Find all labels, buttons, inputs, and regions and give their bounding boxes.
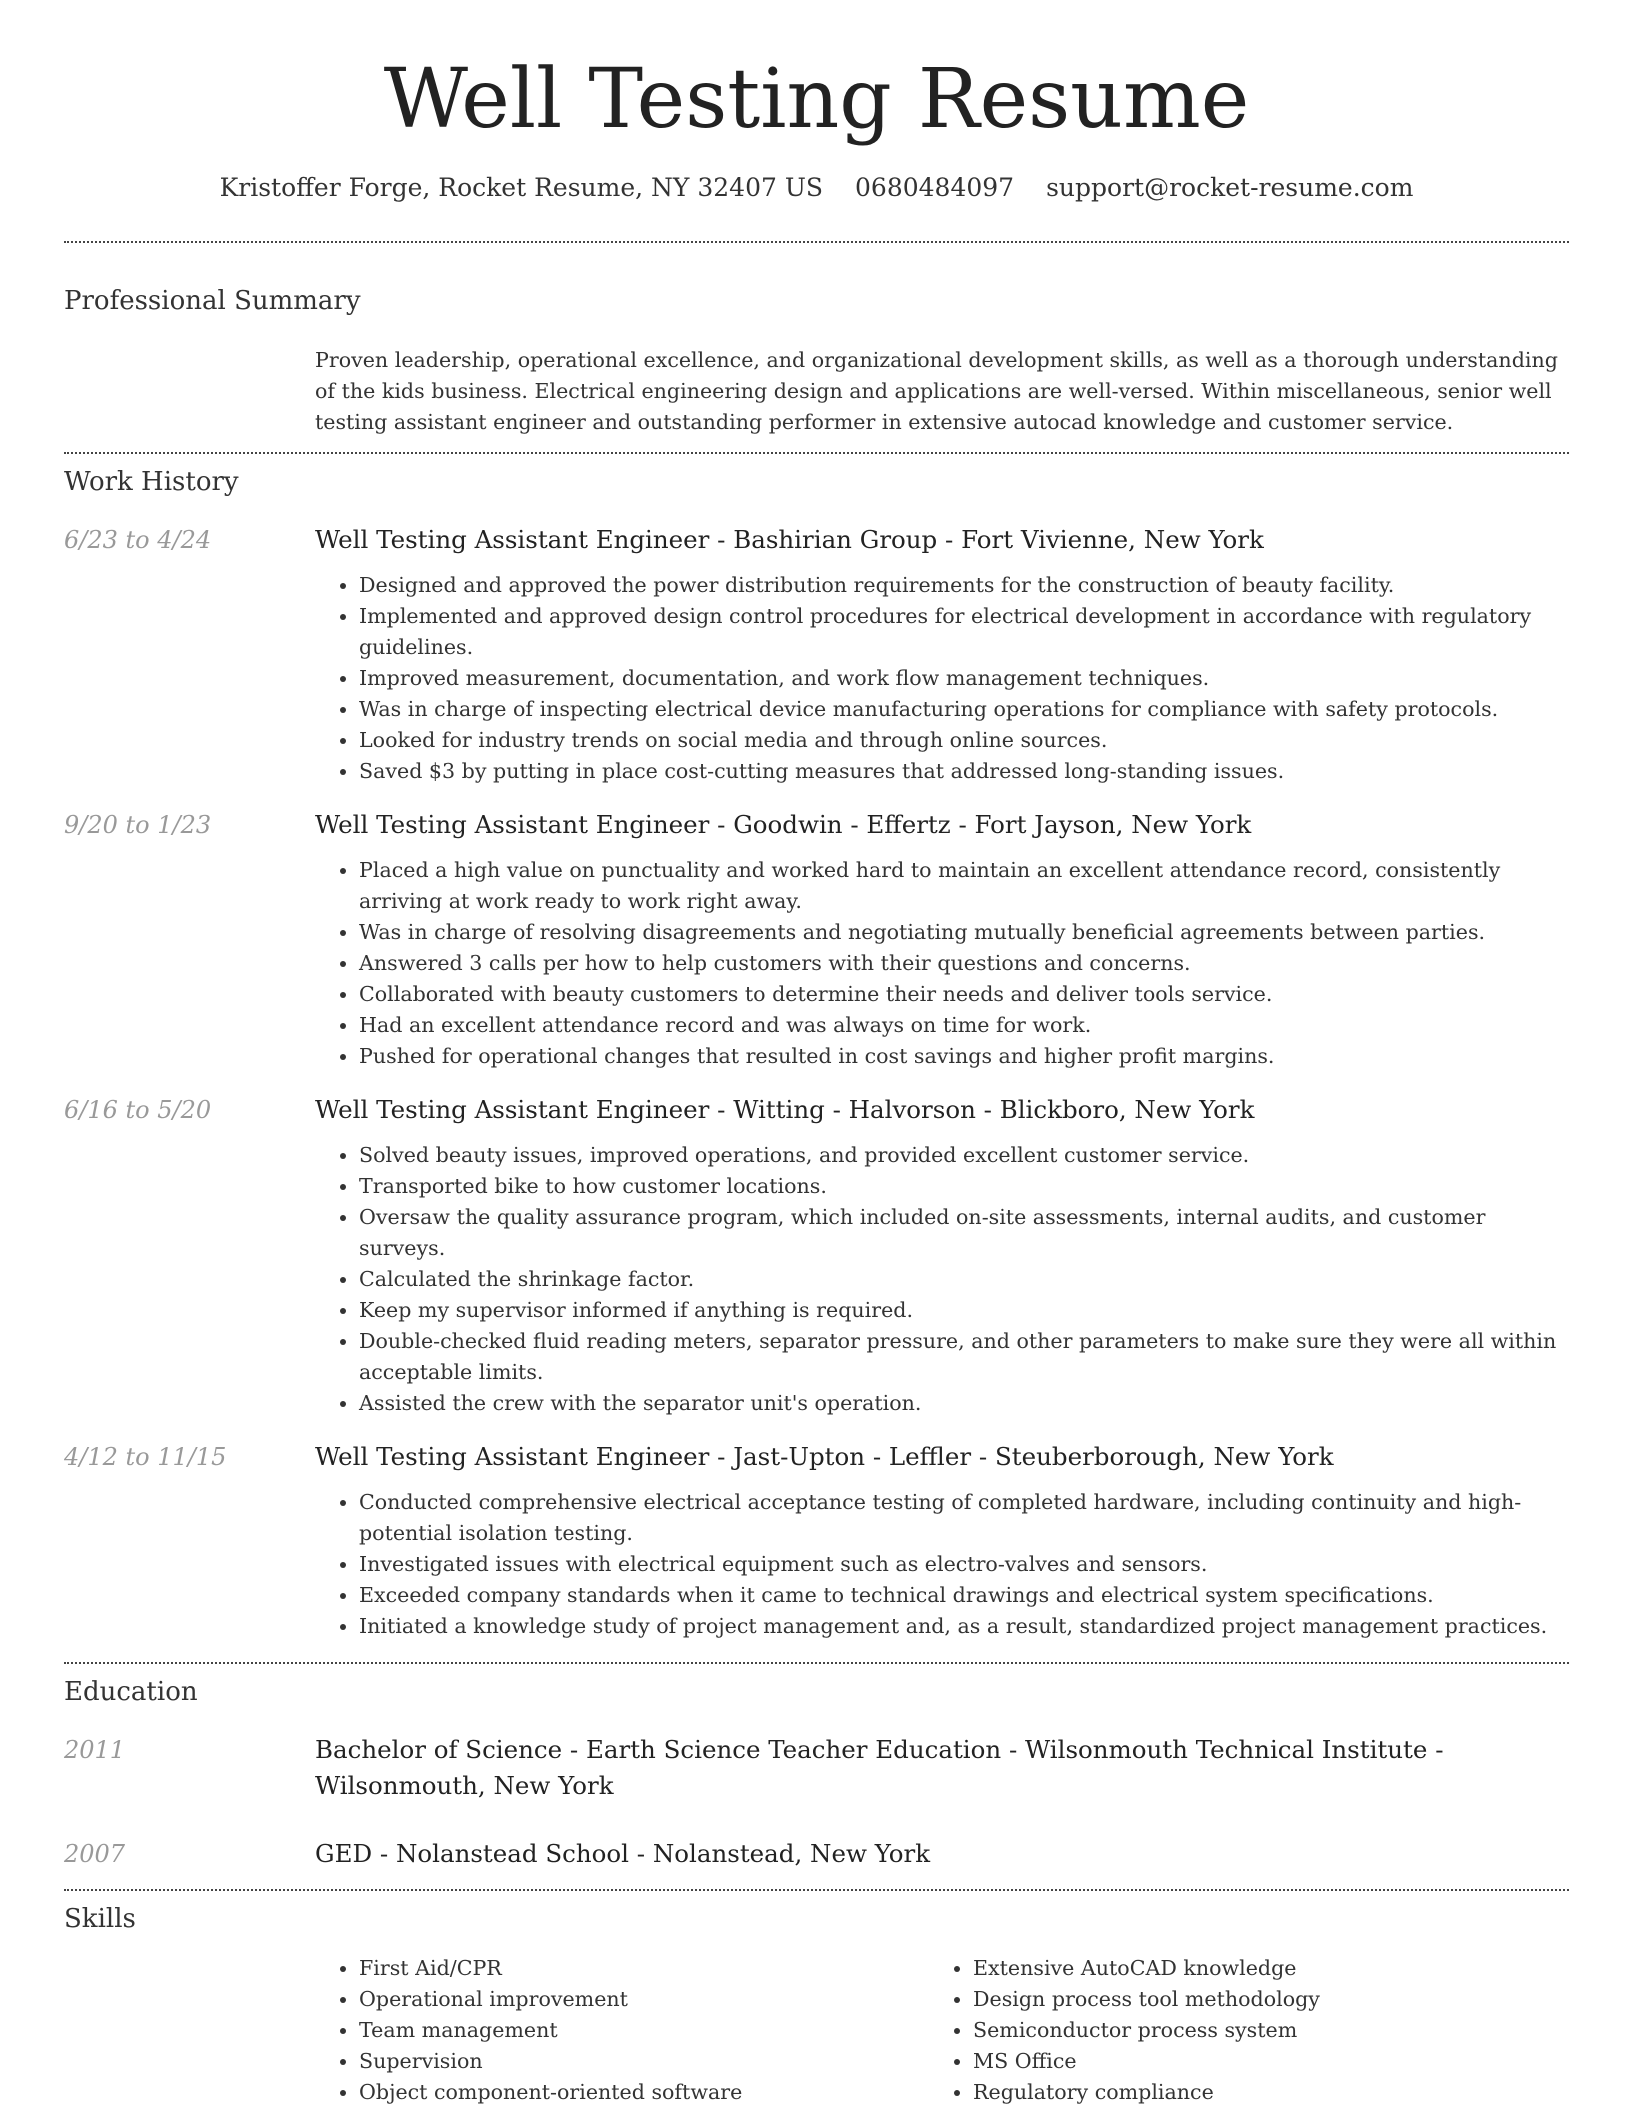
contact-phone: 0680484097 bbox=[855, 173, 1015, 202]
skill-item: • Design process tool methodology bbox=[973, 1984, 1543, 2015]
work-entry bbox=[64, 807, 1569, 1072]
work-bullet: • Calculated the shrinkage factor. bbox=[359, 1264, 1569, 1295]
work-bullet: • Implemented and approved design control procedures for electrical development in accordance with regulatory guidelines. bbox=[359, 601, 1569, 663]
work-date: 6/16 to 5/20 bbox=[64, 1096, 212, 1124]
skill-item: • Object component-oriented software bbox=[359, 2077, 929, 2108]
work-bullets bbox=[315, 1487, 1569, 1642]
work-bullet: • Double-checked fluid reading meters, separator pressure, and other parameters to make sure they were all within acceptable limits. bbox=[359, 1326, 1569, 1388]
work-bullets bbox=[315, 570, 1569, 787]
summary-section bbox=[64, 283, 1569, 438]
education-heading-text: Bachelor of Science - Earth Science Teacher Education - Wilsonmouth Technical Institute - Wilsonmouth, New York bbox=[315, 1735, 1444, 1800]
summary-heading: Professional Summary bbox=[64, 286, 361, 316]
divider bbox=[64, 1889, 1569, 1891]
work-date: 4/12 to 11/15 bbox=[64, 1443, 227, 1471]
work-bullet: • Exceeded company standards when it came to technical drawings and electrical system specifications. bbox=[359, 1580, 1569, 1611]
work-date: 6/23 to 4/24 bbox=[64, 526, 212, 554]
work-bullet: • Solved beauty issues, improved operations, and provided excellent customer service. bbox=[359, 1140, 1569, 1171]
education-date: 2011 bbox=[64, 1736, 126, 1764]
skill-item: • Extensive AutoCAD knowledge bbox=[973, 1953, 1543, 1984]
skills-grid bbox=[315, 1953, 1569, 2108]
work-heading: Well Testing Assistant Engineer - Witting - Halvorson - Blickboro, New York bbox=[315, 1095, 1255, 1124]
skill-item: • MS Office bbox=[973, 2046, 1543, 2077]
skills-section bbox=[64, 1901, 1569, 2108]
contact-line bbox=[64, 168, 1569, 208]
education-date: 2007 bbox=[64, 1840, 126, 1868]
work-heading: Well Testing Assistant Engineer - Jast-Upton - Leffler - Steuberborough, New York bbox=[315, 1442, 1334, 1471]
work-bullets bbox=[315, 1140, 1569, 1419]
work-bullet: • Looked for industry trends on social media and through online sources. bbox=[359, 725, 1569, 756]
work-bullet: • Was in charge of resolving disagreements and negotiating mutually beneficial agreements between parties. bbox=[359, 917, 1569, 948]
work-bullet: • Improved measurement, documentation, and work flow management techniques. bbox=[359, 663, 1569, 694]
work-entry bbox=[64, 522, 1569, 787]
contact-email[interactable]: support@rocket-resume.com bbox=[1046, 173, 1414, 202]
work-entry bbox=[64, 1439, 1569, 1642]
skill-item: • Regulatory compliance bbox=[973, 2077, 1543, 2108]
work-bullet: • Answered 3 calls per how to help customers with their questions and concerns. bbox=[359, 948, 1569, 979]
divider bbox=[64, 452, 1569, 454]
education-entry bbox=[64, 1836, 1569, 1872]
work-bullet: • Had an excellent attendance record and was always on time for work. bbox=[359, 1010, 1569, 1041]
work-bullet: • Pushed for operational changes that resulted in cost savings and higher profit margins. bbox=[359, 1041, 1569, 1072]
education-heading: Education bbox=[64, 1677, 198, 1707]
work-bullet: • Transported bike to how customer locations. bbox=[359, 1171, 1569, 1202]
work-heading: Well Testing Assistant Engineer - Goodwin - Effertz - Fort Jayson, New York bbox=[315, 810, 1252, 839]
skill-item: • Semiconductor process system bbox=[973, 2015, 1543, 2046]
skills-right-list bbox=[929, 1953, 1543, 2108]
work-entry bbox=[64, 1092, 1569, 1419]
contact-address: Kristoffer Forge, Rocket Resume, NY 32407 US bbox=[219, 173, 824, 202]
work-bullet: • Placed a high value on punctuality and worked hard to maintain an excellent attendance record, consistently arriving at work ready to work right away. bbox=[359, 855, 1569, 917]
work-bullet: • Initiated a knowledge study of project management and, as a result, standardized project management practices. bbox=[359, 1611, 1569, 1642]
work-bullet: • Assisted the crew with the separator unit's operation. bbox=[359, 1388, 1569, 1419]
work-date: 9/20 to 1/23 bbox=[64, 811, 212, 839]
skills-left-list bbox=[315, 1953, 929, 2108]
divider bbox=[64, 1662, 1569, 1664]
education-entry bbox=[64, 1732, 1569, 1804]
education-section bbox=[64, 1674, 1569, 1872]
skills-heading: Skills bbox=[64, 1904, 136, 1934]
resume-page bbox=[64, 0, 1569, 2108]
skill-item: • First Aid/CPR bbox=[359, 1953, 929, 1984]
work-history-heading: Work History bbox=[64, 467, 239, 497]
work-bullet: • Keep my supervisor informed if anything is required. bbox=[359, 1295, 1569, 1326]
work-heading: Well Testing Assistant Engineer - Bashirian Group - Fort Vivienne, New York bbox=[315, 525, 1264, 554]
work-history-section bbox=[64, 464, 1569, 1642]
work-bullet: • Was in charge of inspecting electrical device manufacturing operations for compliance with safety protocols. bbox=[359, 694, 1569, 725]
skill-item: • Supervision bbox=[359, 2046, 929, 2077]
work-bullet: • Oversaw the quality assurance program, which included on-site assessments, internal audits, and customer surveys. bbox=[359, 1202, 1569, 1264]
summary-text: Proven leadership, operational excellence, and organizational development skills, as well as a thorough understanding of the kids business. Electrical engineering design and applications are well-versed. Within miscellaneous, senior well testing assistant engineer and outstanding performer in extensive autocad knowledge and customer service. bbox=[315, 348, 1558, 434]
work-bullet: • Saved $3 by putting in place cost-cutting measures that addressed long-standing issues. bbox=[359, 756, 1569, 787]
divider bbox=[64, 241, 1569, 243]
skill-item: • Team management bbox=[359, 2015, 929, 2046]
resume-title: Well Testing Resume bbox=[383, 52, 1250, 147]
work-bullets bbox=[315, 855, 1569, 1072]
education-heading-text: GED - Nolanstead School - Nolanstead, New York bbox=[315, 1839, 931, 1868]
work-bullet: • Investigated issues with electrical equipment such as electro-valves and sensors. bbox=[359, 1549, 1569, 1580]
skill-item: • Operational improvement bbox=[359, 1984, 929, 2015]
work-bullet: • Collaborated with beauty customers to determine their needs and deliver tools service. bbox=[359, 979, 1569, 1010]
work-bullet: • Conducted comprehensive electrical acceptance testing of completed hardware, including continuity and high-potential isolation testing. bbox=[359, 1487, 1569, 1549]
work-bullet: • Designed and approved the power distribution requirements for the construction of beauty facility. bbox=[359, 570, 1569, 601]
